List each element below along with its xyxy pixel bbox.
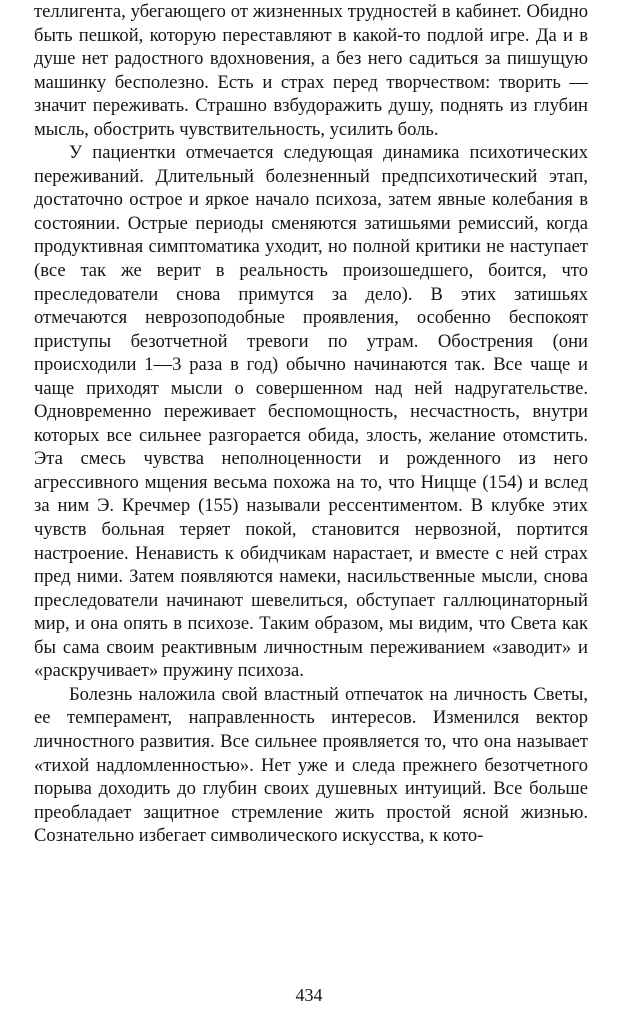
page-number: 434 — [295, 985, 323, 1005]
paragraph-continuation: теллигента, убегающего от жизненных трудностей в кабинет. Обидно быть пешкой, которую переставляют в какой-то подлой игре. Да и в душе нет радостного вдохновения, а без него садиться за пишущую машинку бесполезно. Есть и страх перед творчеством: творить — значит переживать. Страшно взбудоражить душу, поднять из глубин мысль, обострить чувствительность, усилить боль. — [34, 1, 588, 140]
page-body-text — [34, 0, 588, 848]
paragraph-personality-change: Болезнь наложила свой властный отпечаток на личность Светы, ее темперамент, направленность интересов. Изменился вектор личностного развития. Все сильнее проявляется то, что она называет «тихой надломленностью». Нет уже и следа прежнего безотчетного порыва доходить до глубин своих душевных интуиций. Все больше преобладает защитное стремление жить простой ясной жизнью. Сознательно избегает символического искусства, к кото- — [34, 683, 588, 847]
paragraph-psychosis-dynamics: У пациентки отмечается следующая динамика психотических переживаний. Длительный болезненный предпсихотический этап, достаточно острое и яркое начало психоза, затем явные колебания в состоянии. Острые периоды сменяются затишьями ремиссий, когда продуктивная симптоматика уходит, но полной критики не наступает (все так же верит в реальность произошедшего, боится, что преследователи снова примутся за дело). В этих затишьях отмечаются неврозоподобные проявления, особенно беспокоят приступы безотчетной тревоги по утрам. Обострения (они происходили 1—3 раза в год) обычно начинаются так. Все чаще и чаще приходят мысли о совершенном над ней надругательстве. Одновременно переживает беспомощность, несчастность, внутри которых все сильнее разгорается обида, злость, желание отомстить. Эта смесь чувства неполноценности и рожденного из него агрессивного мщения весьма похожа на то, что Ницще (154) и вслед за ним Э. Кречмер (155) называли рессентиментом. В клубке этих чувств больная теряет покой, становится нервозной, портится настроение. Ненависть к обидчикам нарастает, и вместе с ней страх пред ними. Затем появляются намеки, насильственные мысли, снова преследователи начинают шевелиться, обступает галлюцинаторный мир, и она опять в психозе. Таким образом, мы видим, что Света как бы сама своим реактивным личностным переживанием «заводит» и «раскручивает» пружину психоза. — [34, 142, 588, 682]
